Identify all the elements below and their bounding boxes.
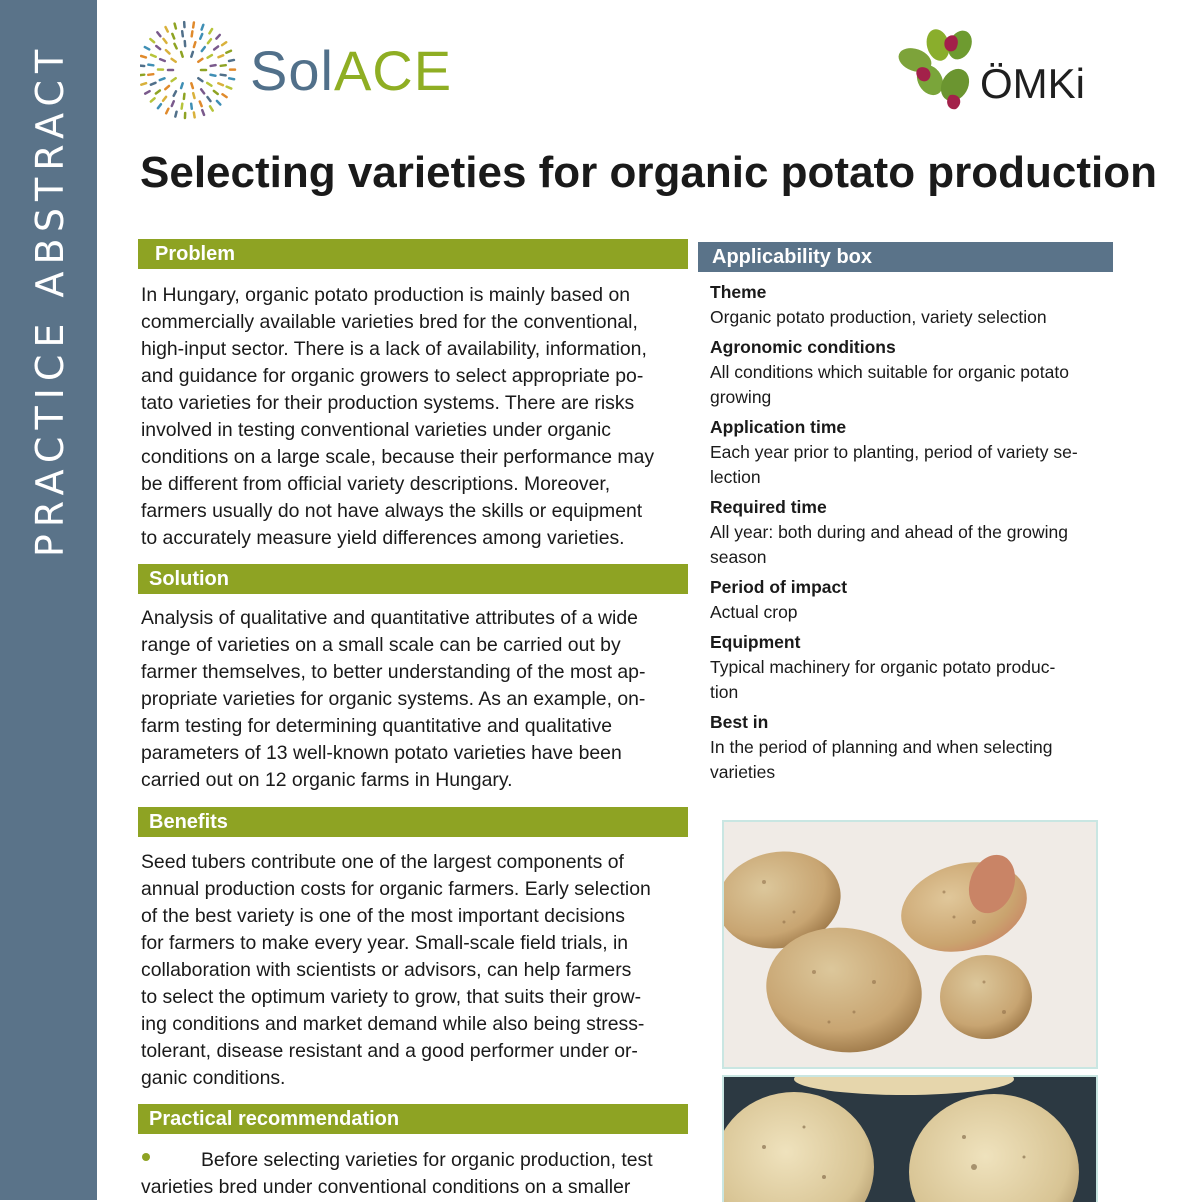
problem-line: tato varieties for their production systems. There are risks [141,390,686,417]
problem-line: to accurately measure yield differences among varieties. [141,525,686,552]
sunburst-dash [174,44,176,49]
sunburst-dash [210,106,213,110]
sunburst-dash [172,34,174,39]
applicability-value: In the period of planning and when selecting [710,735,1110,760]
benefits-line: for farmers to make every year. Small-scale field trials, in [141,930,686,957]
applicability-label: Theme [710,280,1110,305]
applicability-value: Organic potato production, variety selection [710,305,1110,330]
problem-line: be different from official variety descriptions. Moreover, [141,471,686,498]
sunburst-dash [222,94,226,97]
applicability-value: Actual crop [710,600,1110,625]
benefits-line: Seed tubers contribute one of the largest components of [141,849,686,876]
sunburst-dash [227,87,232,89]
solution-heading: Solution [138,564,688,594]
applicability-value: season [710,545,1110,570]
applicability-label: Agronomic conditions [710,335,1110,360]
solution-line: carried out on 12 organic farms in Hungary. [141,767,686,794]
applicability-value: All conditions which suitable for organic potato [710,360,1110,385]
sunburst-dash [166,109,168,114]
sunburst-dash [141,83,146,85]
sunburst-dash [191,52,193,57]
applicability-heading: Applicability box [698,242,1113,272]
applicability-item [710,495,1110,570]
solace-logo-text [250,38,452,103]
sunburst-dash [174,91,176,95]
benefits-line: of the best variety is one of the most important decisions [141,903,686,930]
sunburst-dash [191,104,192,109]
recommendation-text [141,1147,686,1201]
applicability-item [710,280,1110,330]
applicability-item [710,415,1110,490]
sunburst-dash [214,46,218,49]
sunburst-dash [221,65,226,66]
sidebar-banner [0,0,97,1200]
potato-photo-2 [722,1075,1098,1202]
solution-line: Analysis of qualitative and quantitative attributes of a wide [141,605,686,632]
problem-line: farmers usually do not have always the skills or equipment [141,498,686,525]
benefits-line: collaboration with scientists or advisors, can help farmers [141,957,686,984]
sunburst-dash [160,59,165,61]
problem-line: high-input sector. There is a lack of availability, information, [141,336,686,363]
applicability-item [710,710,1110,785]
problem-line: commercially available varieties bred for the conventional, [141,309,686,336]
sunburst-dash [151,98,155,101]
sunburst-dash [216,35,219,39]
recommendation-line: varieties bred under conventional conditions on a smaller [141,1174,686,1201]
omki-logo-text: ÖMKi [980,60,1085,108]
sunburst-dash [222,42,226,45]
sunburst-dash [175,24,176,29]
sunburst-dash [163,97,166,101]
applicability-label: Application time [710,415,1110,440]
sunburst-dash [166,27,168,31]
sunburst-dash [193,22,194,27]
problem-heading: Problem [138,239,688,269]
sunburst-dash [150,39,154,42]
sunburst-dash [229,78,234,79]
sunburst-dash [151,55,156,57]
potato-photo-1 [722,820,1098,1069]
benefits-heading: Benefits [138,807,688,837]
sunburst-dash [193,93,194,98]
sunburst-dash [145,91,149,93]
sunburst-dash [198,59,202,62]
potato-photo-2-image [724,1077,1096,1202]
sunburst-dash [192,31,193,36]
sunburst-dash [214,91,218,94]
sunburst-dash [219,55,224,57]
sunburst-dash [172,78,176,81]
sunburst-dash [202,110,204,115]
problem-line: and guidance for organic growers to select appropriate po- [141,363,686,390]
sunburst-dash [191,83,193,88]
applicability-item [710,335,1110,410]
solution-line: farmer themselves, to better understanding of the most ap- [141,659,686,686]
sunburst-dash [140,75,144,76]
sunburst-dash [207,83,211,86]
applicability-value: All year: both during and ahead of the growing [710,520,1110,545]
applicability-item [710,630,1110,705]
sunburst-dash [218,83,223,85]
sunburst-dash [198,78,202,81]
sunburst-dash [148,74,153,75]
applicability-label: Required time [710,495,1110,520]
solution-line: parameters of 13 well-known potato varieties have been [141,740,686,767]
sunburst-dash [172,59,176,62]
sunburst-dash [181,52,183,57]
sunburst-dash [201,89,204,93]
recommendation-line: Before selecting varieties for organic production, test [141,1147,686,1174]
applicability-value: tion [710,680,1110,705]
sunburst-dash [208,97,211,101]
applicability-value: growing [710,385,1110,410]
sunburst-dash [202,25,204,30]
sunburst-dash [175,112,176,117]
solace-logo-part2: ACE [334,39,452,102]
sunburst-dash [182,31,183,36]
problem-text [141,282,686,552]
sunburst-dash [209,29,212,33]
sunburst-dash [208,55,212,58]
sunburst-dash [158,104,161,108]
sunburst-dash [184,94,185,99]
sunburst-dash [156,91,160,94]
sunburst-dash [217,101,220,105]
sunburst-dash [148,65,153,66]
benefits-line: ing conditions and market demand while also being stress- [141,1011,686,1038]
sunburst-dash [226,51,231,53]
applicability-label: Period of impact [710,575,1110,600]
sunburst-dash [194,42,195,47]
solution-line: farm testing for determining quantitative and qualitative [141,713,686,740]
solution-line: propriate varieties for organic systems. As an example, on- [141,686,686,713]
applicability-item [710,575,1110,625]
applicability-label: Best in [710,710,1110,735]
recommendation-heading: Practical recommendation [138,1104,688,1134]
sunburst-dash [141,56,146,57]
applicability-label: Equipment [710,630,1110,655]
sunburst-dash [229,60,234,61]
solution-line: range of varieties on a small scale can be carried out by [141,632,686,659]
sunburst-dash [208,39,211,43]
sunburst-dash [211,75,216,76]
problem-line: involved in testing conventional varieties under organic [141,417,686,444]
benefits-line: to select the optimum variety to grow, that suits their grow- [141,984,686,1011]
potato-photo-1-image [724,822,1096,1067]
problem-line: conditions on a large scale, because their performance may [141,444,686,471]
benefits-text [141,849,686,1092]
sunburst-dash [181,83,183,88]
benefits-line: tolerant, disease resistant and a good performer under or- [141,1038,686,1065]
sunburst-dash [202,47,205,51]
applicability-value: Typical machinery for organic potato produc- [710,655,1110,680]
page-title: Selecting varieties for organic potato production [140,148,1157,198]
solution-text [141,605,686,794]
benefits-line: annual production costs for organic farmers. Early selection [141,876,686,903]
practice-abstract-label: PRACTICE ABSTRACT [28,43,72,557]
sunburst-dash [151,83,156,85]
sunburst-dash [160,78,165,80]
applicability-value: varieties [710,760,1110,785]
sunburst-dash [200,34,202,39]
sunburst-dash [165,86,169,89]
sunburst-dash [221,75,226,76]
sunburst-dash [200,102,202,107]
sunburst-dash [172,101,174,106]
sunburst-dash [157,32,160,36]
sunburst-dash [211,65,216,66]
applicability-box [710,280,1110,790]
sunburst-dash [145,47,149,49]
solace-logo-part1: Sol [250,39,334,102]
problem-line: In Hungary, organic potato production is mainly based on [141,282,686,309]
sunburst-dash [182,104,183,109]
applicability-value: Each year prior to planting, period of variety se- [710,440,1110,465]
sunburst-dash [166,50,170,53]
sunburst-dash [156,46,160,49]
sunburst-dash [163,39,166,43]
applicability-value: lection [710,465,1110,490]
sunburst-dash [194,112,195,117]
benefits-line: ganic conditions. [141,1065,686,1092]
